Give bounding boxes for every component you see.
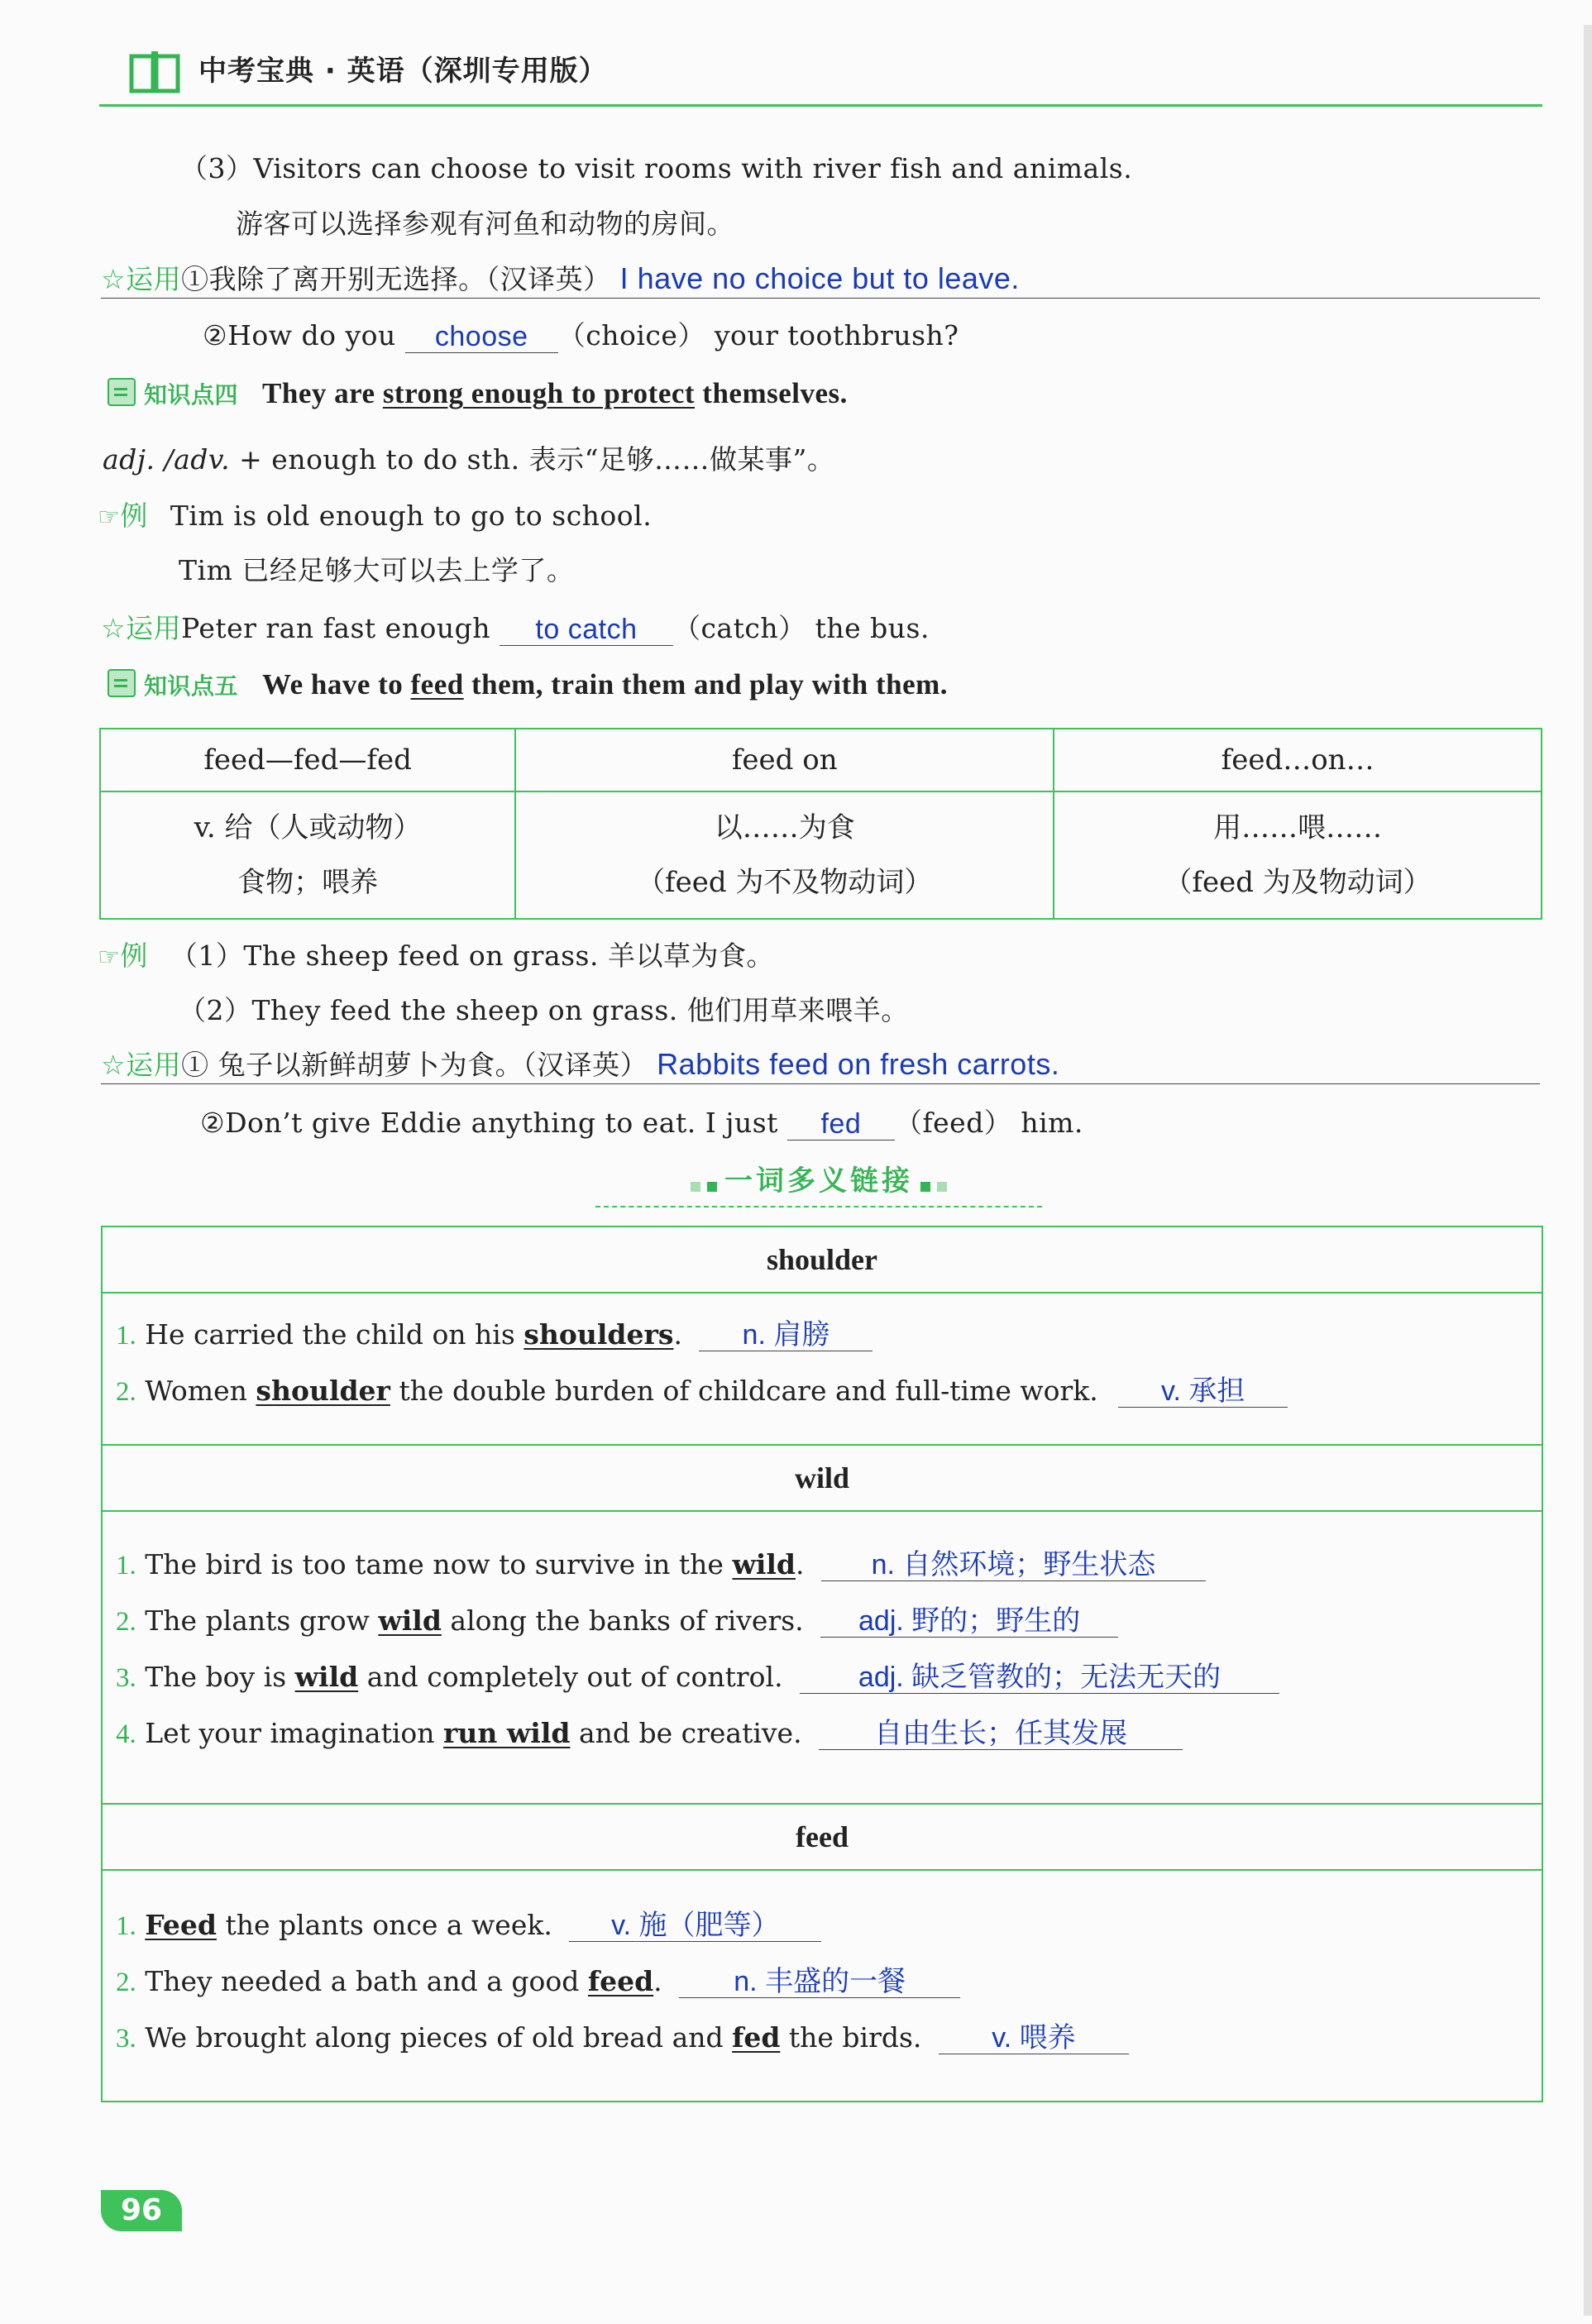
pointing-hand-icon: ☞ — [98, 943, 121, 972]
word-heading: shoulder — [103, 1227, 1542, 1294]
page-number: 96 — [101, 2190, 182, 2231]
kp4-use-prefix: Peter ran fast enough — [181, 612, 490, 644]
list-item: 1. He carried the child on his shoulders. n. 肩膀 — [116, 1318, 872, 1351]
answer-blank: v. 承担 — [1118, 1375, 1288, 1408]
star-icon: ☆ — [101, 1049, 127, 1081]
page-header — [99, 43, 1542, 108]
use-label: 运用 — [126, 612, 182, 644]
kp5-use1 — [101, 1044, 1540, 1084]
kp5-label: 知识点五 — [144, 672, 239, 700]
kp5-sentence-a: We have to — [262, 668, 411, 701]
list-item: 1. The bird is too tame now to survive in the wild. n. 自然环境；野生状态 — [116, 1548, 1206, 1581]
star-icon: ☆ — [101, 263, 127, 295]
page-edge-shadow — [1584, 25, 1592, 2316]
word-heading: feed — [103, 1803, 1542, 1871]
item3-translation: 游客可以选择参观有河鱼和动物的房间。 — [236, 208, 734, 240]
use2-answer: choose — [405, 321, 558, 353]
table-cell: 以……为食 （feed 为不及物动词） — [515, 791, 1054, 919]
kp4-use-suffix: （catch） the bus. — [672, 612, 930, 644]
list-item: 2. They needed a bath and a good feed. n. 丰盛的一餐 — [116, 1965, 960, 1998]
kp4-example-en: Tim is old enough to go to school. — [170, 500, 653, 532]
star-icon: ☆ — [101, 612, 127, 644]
kp4-sentence-a: They are — [262, 377, 383, 409]
answer-blank: n. 自然环境；野生状态 — [821, 1549, 1206, 1581]
kp4-use-answer: to catch — [500, 614, 673, 646]
page-header-title: 中考宝典 · 英语（深圳专用版） — [198, 55, 608, 88]
square-icon — [920, 1182, 930, 1192]
kp4-example — [98, 495, 652, 533]
note-icon — [108, 378, 136, 406]
use1-prompt: ①我除了离开别无选择。（汉译英） — [181, 263, 611, 295]
use1-answer: I have no choice but to leave. — [619, 261, 1020, 295]
header-rule — [99, 104, 1542, 107]
feed-usage-table — [99, 728, 1542, 920]
table-header-cell: feed—fed—fed — [100, 729, 515, 791]
note-icon — [108, 669, 136, 697]
kp4-rule-text: + enough to do sth. 表示“足够……做某事”。 — [230, 443, 835, 476]
kp4-rule-pos: adj. /adv. — [103, 443, 231, 476]
kp5-example-1-text: （1）The sheep feed on grass. 羊以草为食。 — [170, 940, 774, 972]
example-label: 例 — [120, 940, 148, 972]
list-item: 2. The plants grow wild along the banks of rivers. adj. 野的；野生的 — [116, 1604, 1118, 1638]
kp5-sentence-b: them, train them and play with them. — [463, 668, 949, 701]
answer-blank: adj. 缺乏管教的；无法无天的 — [800, 1662, 1279, 1694]
use2-suffix: （choice） your toothbrush? — [557, 319, 959, 351]
pointing-hand-icon: ☞ — [98, 503, 121, 532]
answer-blank: n. 肩膀 — [699, 1319, 872, 1351]
use2-line — [203, 314, 959, 353]
kp5-use1-answer: Rabbits feed on fresh carrots. — [657, 1047, 1060, 1081]
square-icon — [707, 1182, 717, 1192]
answer-blank: 自由生长；任其发展 — [819, 1718, 1183, 1750]
kp5-use2-answer: fed — [787, 1108, 895, 1140]
kp4-rule — [103, 438, 834, 477]
list-item: 2. Women shoulder the double burden of childcare and full-time work. v. 承担 — [116, 1375, 1288, 1408]
ribbon-dashed-rule — [595, 1206, 1042, 1207]
item3-sentence: （3）Visitors can choose to visit rooms with river fish and animals. — [180, 152, 1133, 184]
square-icon — [691, 1182, 700, 1192]
use1-line — [101, 258, 1540, 299]
book-icon — [128, 50, 181, 96]
use-label: 运用 — [126, 263, 182, 295]
kp5-heading — [108, 668, 948, 701]
answer-blank: n. 丰盛的一餐 — [679, 1966, 960, 1998]
example-label: 例 — [120, 500, 148, 532]
kp5-use2-suffix: （feed） him. — [894, 1107, 1083, 1139]
answer-blank: v. 喂养 — [939, 2022, 1129, 2054]
section-title: 一词多义链接 — [724, 1164, 913, 1198]
answer-blank: v. 施（肥等） — [569, 1910, 821, 1942]
list-item: 3. We brought along pieces of old bread and fed the birds. v. 喂养 — [116, 2021, 1129, 2054]
list-item: 3. The boy is wild and completely out of control. adj. 缺乏管教的；无法无天的 — [116, 1661, 1279, 1694]
table-cell: v. 给（人或动物） 食物；喂养 — [100, 791, 515, 919]
use-label: 运用 — [126, 1049, 182, 1081]
polysemy-box — [101, 1226, 1543, 2102]
list-item: 4. Let your imagination run wild and be creative. 自由生长；任其发展 — [116, 1717, 1183, 1750]
kp4-example-cn: Tim 已经足够大可以去上学了。 — [179, 554, 575, 586]
kp4-sentence-key: strong enough to protect — [382, 377, 696, 409]
kp4-heading — [108, 377, 848, 410]
word-heading: wild — [103, 1444, 1542, 1512]
kp5-example-1 — [98, 935, 774, 973]
table-header-cell: feed…on… — [1054, 729, 1542, 791]
kp5-example-2: （2）They feed the sheep on grass. 他们用草来喂羊。 — [179, 994, 909, 1026]
kp5-use2-prefix: ②Don’t give Eddie anything to eat. I just — [200, 1107, 778, 1139]
kp5-sentence-key: feed — [410, 668, 464, 701]
kp4-use — [101, 607, 930, 646]
kp5-use1-prompt: ① 兔子以新鲜胡萝卜为食。（汉译英） — [181, 1049, 648, 1081]
kp4-label: 知识点四 — [144, 381, 239, 409]
kp5-use2 — [200, 1102, 1083, 1140]
use2-prefix: ②How do you — [203, 319, 396, 351]
square-icon — [937, 1182, 947, 1192]
answer-blank: adj. 野的；野生的 — [820, 1605, 1118, 1638]
kp4-sentence-b: themselves. — [695, 377, 848, 409]
table-cell: 用……喂…… （feed 为及物动词） — [1054, 791, 1542, 919]
list-item: 1. Feed the plants once a week. v. 施（肥等） — [116, 1909, 821, 1942]
table-header-cell: feed on — [515, 729, 1054, 791]
section-ribbon — [595, 1158, 1042, 1207]
